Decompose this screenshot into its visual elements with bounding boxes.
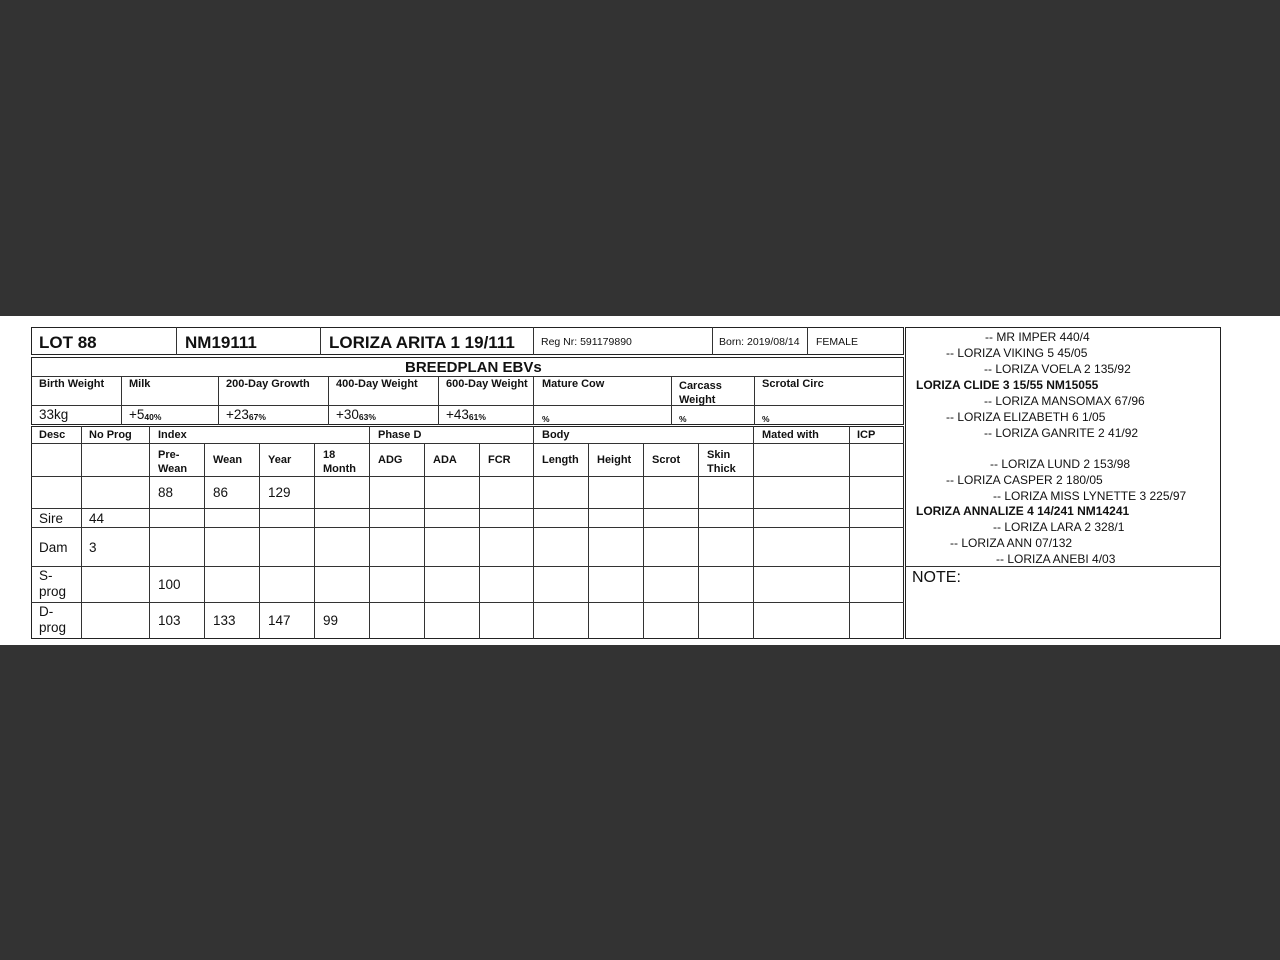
col-no-prog: No Prog	[89, 429, 132, 441]
cell-dam-no-prog: 3	[89, 540, 97, 555]
subcol-year: Year	[268, 454, 292, 466]
lot-number: LOT 88	[39, 333, 97, 352]
ebv-label-milk: Milk	[129, 378, 151, 390]
pedigree-line: -- LORIZA ANEBI 4/03	[996, 552, 1116, 566]
pedigree-dam: LORIZA ANNALIZE 4 14/241 NM14241	[916, 504, 1130, 518]
cell-dprog-desc: D- prog	[39, 604, 67, 635]
subcol-fcr: FCR	[488, 454, 511, 466]
subcol-adg: ADG	[378, 454, 403, 466]
cell-sire-no-prog: 44	[89, 511, 105, 526]
pedigree-line: -- LORIZA VOELA 2 135/92	[984, 362, 1131, 376]
pedigree-line: -- LORIZA VIKING 5 45/05	[946, 346, 1088, 360]
ebv-label-carcass-weight: Carcass Weight	[679, 380, 722, 406]
sex: FEMALE	[816, 336, 859, 348]
ebv-value-birth-weight: 33kg	[39, 407, 69, 422]
ebv-value-mature-cow: %	[542, 414, 550, 424]
cell-dprog-18-month: 99	[323, 613, 339, 628]
pedigree-line: -- LORIZA CASPER 2 180/05	[946, 473, 1103, 487]
pedigree-line: -- LORIZA MISS LYNETTE 3 225/97	[993, 489, 1187, 503]
animal-id: NM19111	[185, 333, 257, 352]
subcol-height: Height	[597, 454, 632, 466]
pedigree-line: -- LORIZA LUND 2 153/98	[990, 457, 1131, 471]
ebv-label-birth-weight: Birth Weight	[39, 378, 105, 390]
subcol-ada: ADA	[433, 454, 457, 466]
cell-animal-year: 129	[268, 485, 291, 500]
col-icp: ICP	[857, 429, 876, 441]
cell-animal-wean: 86	[213, 485, 229, 500]
reg-number: Reg Nr: 591179890	[541, 336, 632, 348]
pedigree-line: -- LORIZA ELIZABETH 6 1/05	[946, 410, 1106, 424]
ebv-value-carcass-weight: %	[679, 414, 687, 424]
ebv-value-scrotal-circ: %	[762, 414, 770, 424]
cell-dprog-pre-wean: 103	[158, 613, 181, 628]
animal-name: LORIZA ARITA 1 19/111	[329, 333, 515, 352]
ebv-value-milk: $+5_{40\%}$	[129, 407, 162, 422]
cell-dprog-wean: 133	[213, 613, 236, 628]
ebv-value-200-day-growth: $+23_{67\%}$	[226, 407, 266, 422]
pedigree-line: -- LORIZA LARA 2 328/1	[993, 520, 1125, 534]
subcol-18-month: 18 Month	[323, 449, 356, 475]
col-desc: Desc	[39, 429, 66, 441]
pedigree-line: -- MR IMPER 440/4	[985, 330, 1090, 344]
cell-animal-pre-wean: 88	[158, 485, 174, 500]
ebv-label-mature-cow: Mature Cow	[542, 378, 605, 390]
pedigree-line: -- LORIZA GANRITE 2 41/92	[984, 426, 1139, 440]
subcol-skin-thick: Skin Thick	[707, 449, 736, 475]
cell-sire-desc: Sire	[39, 511, 64, 526]
ebv-value-400-day-weight: $+30_{63\%}$	[336, 407, 376, 422]
subcol-wean: Wean	[213, 454, 243, 466]
ebv-value-600-day-weight: $+43_{61\%}$	[446, 407, 486, 422]
pedigree-line: -- LORIZA MANSOMAX 67/96	[984, 394, 1145, 408]
cell-dprog-year: 147	[268, 613, 291, 628]
lot-card	[0, 316, 1280, 645]
cell-sprog-pre-wean: 100	[158, 577, 181, 592]
pedigree-line: -- LORIZA ANN 07/132	[950, 536, 1073, 550]
ebv-title: BREEDPLAN EBVs	[405, 359, 542, 376]
cell-dam-desc: Dam	[39, 540, 68, 555]
cell-sprog-desc: S- prog	[39, 568, 67, 599]
col-phase-d: Phase D	[378, 429, 422, 441]
ebv-label-200-day-growth: 200-Day Growth	[226, 378, 310, 390]
note-label: NOTE:	[912, 569, 961, 586]
ebv-label-400-day-weight: 400-Day Weight	[336, 378, 418, 390]
ebv-label-scrotal-circ: Scrotal Circ	[762, 378, 824, 390]
birth-date: Born: 2019/08/14	[719, 336, 800, 348]
ebv-label-600-day-weight: 600-Day Weight	[446, 378, 528, 390]
subcol-scrot: Scrot	[652, 454, 681, 466]
col-body: Body	[542, 429, 570, 441]
subcol-length: Length	[542, 454, 579, 466]
col-index: Index	[158, 429, 187, 441]
col-mated-with: Mated with	[762, 429, 819, 441]
subcol-pre-wean: Pre- Wean	[158, 449, 188, 475]
pedigree-sire: LORIZA CLIDE 3 15/55 NM15055	[916, 378, 1099, 392]
